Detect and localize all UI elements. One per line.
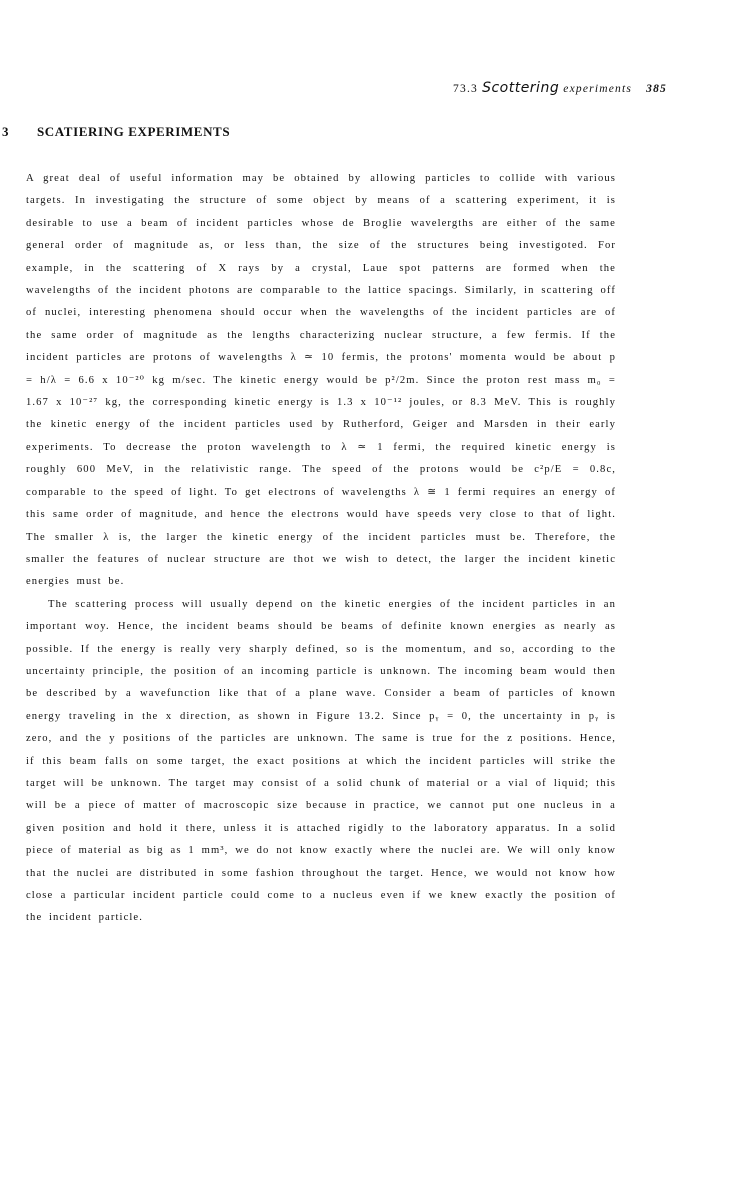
- section-title: SCATIERING EXPERIMENTS: [36, 124, 231, 139]
- page-number: 385: [646, 83, 667, 95]
- section-number: 3: [2, 124, 10, 139]
- section-heading: [2, 124, 230, 140]
- body-text: [26, 168, 616, 930]
- running-head-section: 73.3: [453, 83, 478, 95]
- running-head: [453, 80, 667, 96]
- paragraph-1: A great deal of useful information may be obtained by allowing particles to collide with various targets. In investigating the structure of some object by means of a scattering experiment, it is desirable to use a beam of incident particles whose de Broglie wavelergths are either of the same general order of magnitude as, or less than, the size of the structures being investigoted. For example, in the scattering of X rays by a crystal, Laue spot patterns are formed when the wavelengths of the incident photons are comparable to the lattice spacings. Similarly, in scattering off of nuclei, interesting phenomena should occur when the wavelengths of the incident particles are of the same order of magnitude as the lengths characterizing nuclear structure, a few fermis. If the incident particles are protons of wavelengths λ ≃ 10 fermis, the protons' momenta would be about p = h/λ = 6.6 x 10⁻²⁰ kg m/sec. The kinetic energy would be p²/2m. Since the proton rest mass m₀ = 1.67 x 10⁻²⁷ kg, the corresponding kinetic energy is 1.3 x 10⁻¹² joules, or 8.3 MeV. This is roughly the kinetic energy of the incident particles used by Rutherford, Geiger and Marsden in their early experiments. To decrease the proton wavelength to λ ≃ 1 fermi, the required kinetic energy is roughly 600 MeV, in the relativistic range. The speed of the protons would be c²p/E = 0.8c, comparable to the speed of light. To get electrons of wavelengths λ ≅ 1 fermi requires an energy of this same order of magnitude, and hence the electrons would have speeds very close to that of light. The smaller λ is, the larger the kinetic energy of the incident particles must be. Therefore, the smaller the features of nuclear structure are thot we wish to detect, the larger the incident kinetic energies must be.: [26, 173, 616, 588]
- running-head-title-main: Scottering: [482, 80, 560, 96]
- paragraph-2: The scattering process will usually depend on the kinetic energies of the incident particles in an important woy. Hence, the incident beams should be beams of definite known energies as nearly as possible. If the energy is really very sharply defined, so is the momentum, and so, according to the uncertainty principle, the position of an incoming particle is unknown. The incoming beam would then be described by a wavefunction like that of a plane wave. Consider a beam of particles of known energy traveling in the x direction, as shown in Figure 13.2. Since pᵧ = 0, the uncertainty in pᵧ is zero, and the y positions of the particles are unknown. The same is true for the z positions. Hence, if this beam falls on some target, the exact positions at which the incident particles will strike the target will be unknown. The target may consist of a solid chunk of material or a vial of liquid; this will be a piece of matter of macroscopic size because in practice, we cannot put one nucleus in a given position and hold it there, unless it is attached rigidly to the laboratory apparatus. In a solid piece of material as big as 1 mm³, we do not know exactly where the nuclei are. We will only know that the nuclei are distributed in some fashion throughout the target. Hence, we would not know how close a particular incident particle could come to a nucleus even if we knew exactly the position of the incident particle.: [26, 598, 616, 924]
- running-head-title-rest: experiments: [563, 83, 633, 95]
